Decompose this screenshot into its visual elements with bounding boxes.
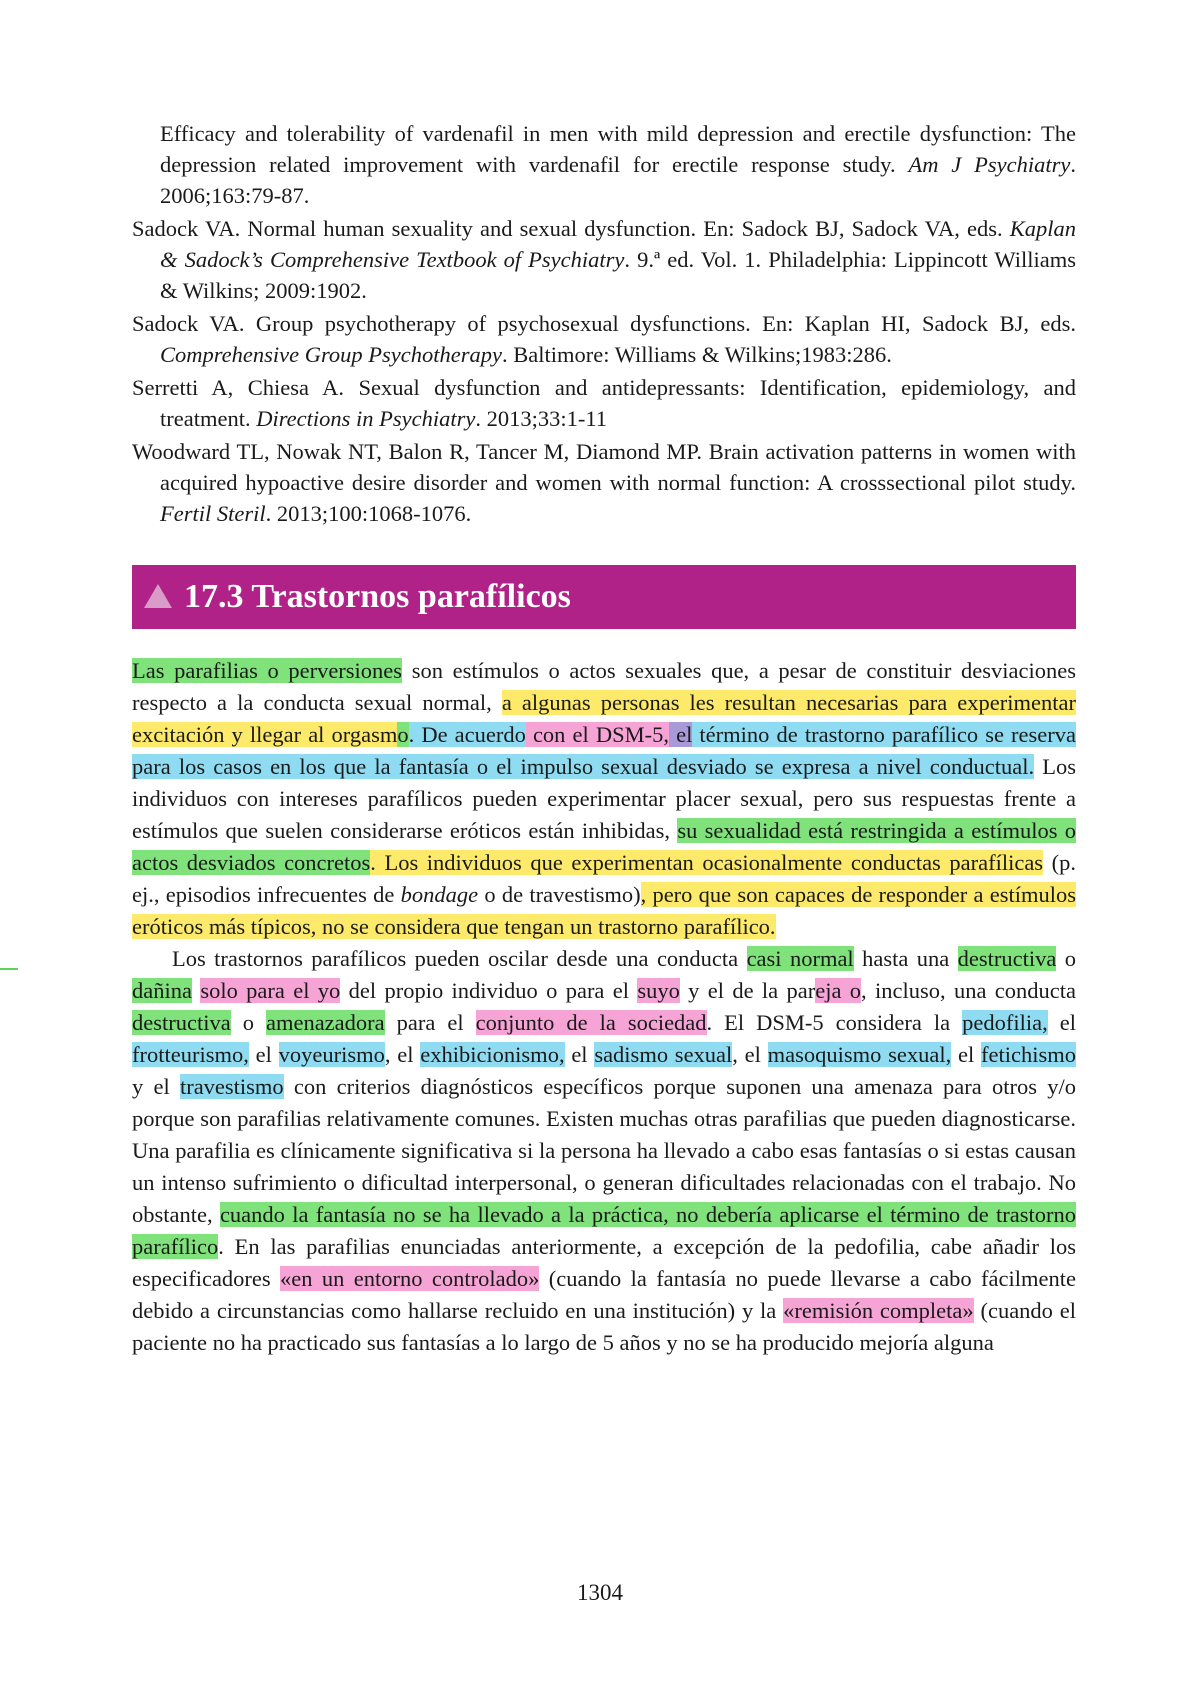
margin-mark bbox=[0, 968, 18, 970]
section-heading-bar bbox=[132, 565, 1076, 629]
reference-item: Woodward TL, Nowak NT, Balon R, Tancer M, Diamond MP. Brain activation patterns in women with acquired hypoactive desire disorder and women with normal function: A crosssectional pilot study. Fertil Steril. 2013;100:1068-1076. bbox=[132, 439, 1076, 526]
page-number: 1304 bbox=[577, 1580, 623, 1605]
reference-item: Serretti A, Chiesa A. Sexual dysfunction and antidepressants: Identification, epidemiology, and treatment. Directions in Psychiatry. 2013;33:1-11 bbox=[132, 375, 1076, 431]
page-content bbox=[132, 118, 1076, 1359]
reference-item: Sadock VA. Group psychotherapy of psychosexual dysfunctions. En: Kaplan HI, Sadock BJ, eds. Comprehensive Group Psychotherapy. Baltimore: Williams & Wilkins;1983:286. bbox=[132, 311, 1076, 367]
paragraph-2: Los trastornos parafílicos pueden oscilar desde una conducta casi normal hasta una destructiva o dañina solo para el yo del propio individuo o para el suyo y el de la pareja o, incluso, una conducta destructiva o amenazadora para el conjunto de la sociedad. El DSM-5 considera la pedofilia, el frotteurismo, el voyeurismo, el exhibicionismo, el sadismo sexual, el masoquismo sexual, el fetichismo y el travestismo con criterios diagnósticos específicos porque suponen una amenaza para otros y/o porque son parafilias relativamente comunes. Existen muchas otras parafilias que pueden diagnosticarse. Una parafilia es clínicamente significativa si la persona ha llevado a cabo esas fantasías o si estas causan un intenso sufrimiento o dificultad interpersonal, o generan dificultades relacionadas con el trabajo. No obstante, cuando la fantasía no se ha llevado a la práctica, no debería aplicarse el término de trastorno parafílico. En las parafilias enunciadas anteriormente, a excepción de la pedofilia, cabe añadir los especificadores «en un entorno controlado» (cuando la fantasía no puede llevarse a cabo fácilmente debido a circunstancias como hallarse recluido en una institución) y la «remisión completa» (cuando el paciente no ha practicado sus fantasías a lo largo de 5 años y no se ha producido mejoría alguna bbox=[132, 946, 1077, 1355]
reference-item: Efficacy and tolerability of vardenafil in men with mild depression and erectile dysfunction: The depression related improvement with vardenafil for erectile response study. Am J Psychiatry. 2006;163:79-87. bbox=[160, 121, 1077, 208]
paragraph-1: Las parafilias o perversiones son estímulos o actos sexuales que, a pesar de constituir desviaciones respecto a la conducta sexual normal, a algunas personas les resultan necesarias para experimentar excitación y llegar al orgasmo. De acuerdo con el DSM-5, el término de trastorno parafílico se reserva para los casos en los que la fantasía o el impulso sexual desviado se expresa a nivel conductual. Los individuos con intereses parafílicos pueden experimentar placer sexual, pero sus respuestas frente a estímulos que suelen considerarse eróticos están inhibidas, su sexualidad está restringida a estímulos o actos desviados concretos. Los individuos que experimentan ocasionalmente conductas parafílicas (p. ej., episodios infrecuentes de bondage o de travestismo), pero que son capaces de responder a estímulos eróticos más típicos, no se considera que tengan un trastorno parafílico. bbox=[132, 658, 1076, 939]
body-text bbox=[132, 655, 1076, 1359]
references-list bbox=[132, 118, 1076, 529]
triangle-icon bbox=[144, 584, 172, 608]
reference-item: Sadock VA. Normal human sexuality and sexual dysfunction. En: Sadock BJ, Sadock VA, eds. Kaplan & Sadock’s Comprehensive Textbook of Psychiatry. 9.ª ed. Vol. 1. Philadelphia: Lippincott Williams & Wilkins; 2009:1902. bbox=[132, 216, 1076, 303]
section-title: 17.3 Trastornos parafílicos bbox=[184, 578, 571, 615]
